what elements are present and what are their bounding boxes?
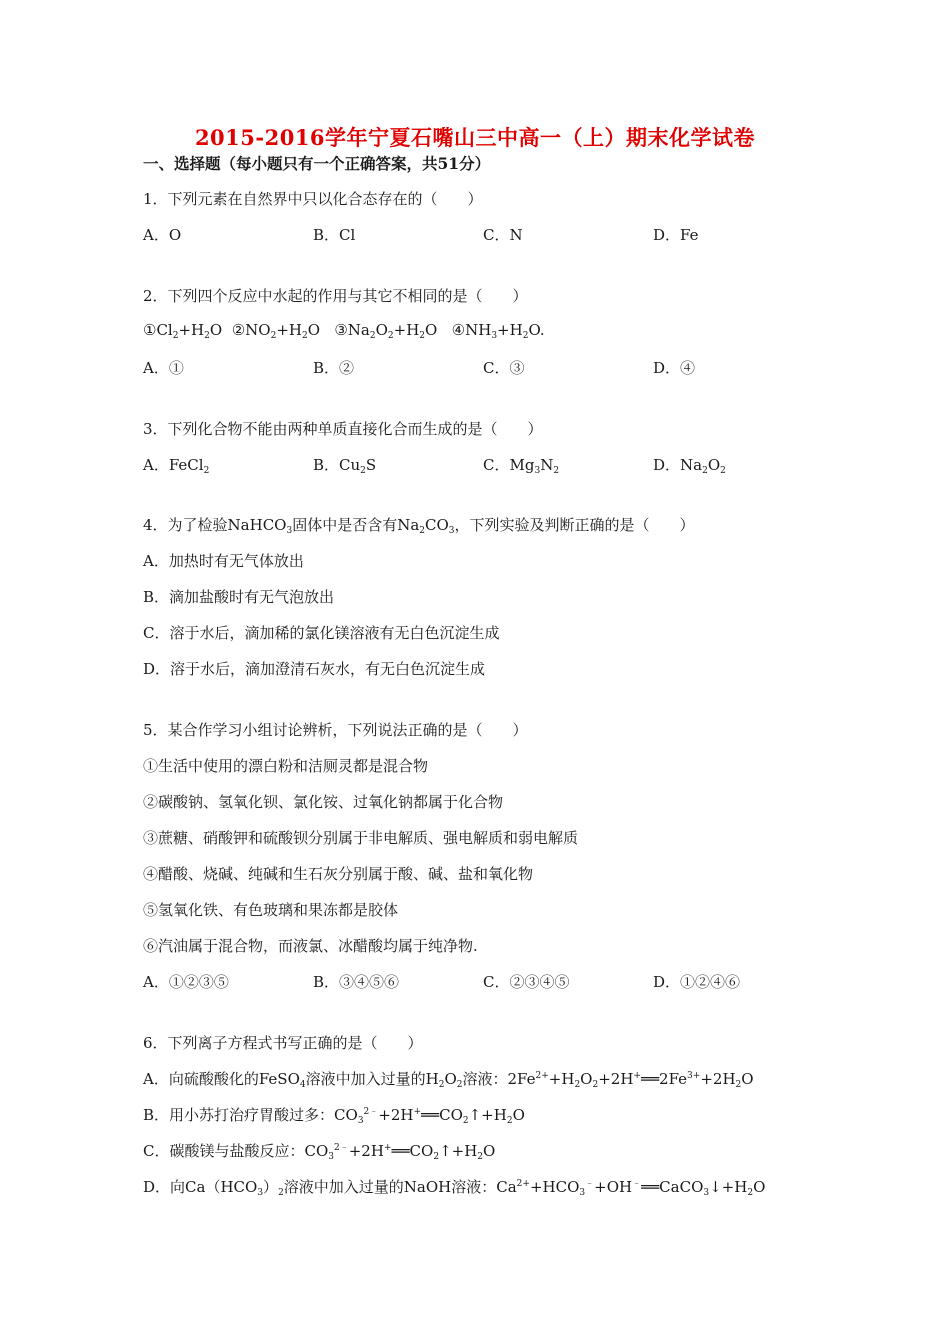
q5-statement-6: ⑥汽油属于混合物，而液氯、冰醋酸均属于纯净物. xyxy=(143,937,478,955)
q2-option-d: D．④ xyxy=(653,359,696,377)
q6-option-c: C．碳酸镁与盐酸反应：$CO_3^{2﹣}+2H^+══CO_2↑+H_2O$ xyxy=(143,1142,496,1162)
q5-statement-4: ④醋酸、烧碱、纯碱和生石灰分别属于酸、碱、盐和氧化物 xyxy=(143,865,534,883)
q2-option-b: B．② xyxy=(313,359,355,377)
q5-statement-5: ⑤氢氧化铁、有色玻璃和果冻都是胶体 xyxy=(143,901,399,919)
q2-reactions: $①Cl_2+H_2O$ $②NO_2+H_2O$ $③Na_2O_2+H_2O$ $④NH_3+H_2O$. xyxy=(143,321,545,341)
q6-option-a: A．向硫酸酸化的FeSO$_4$溶液中加入过量的$H_2O_2$溶液：$2Fe^{2+}+H_2O_2+2H^+══2Fe^{3+}+2H_2O$ xyxy=(143,1070,754,1090)
q5-option-a: A．①②③⑤ xyxy=(143,973,229,991)
q6-option-b: B．用小苏打治疗胃酸过多：$CO_3^{2﹣}+2H^+══CO_2↑+H_2O$ xyxy=(143,1106,525,1126)
q5-statement-2: ②碳酸钠、氢氧化钡、氯化铵、过氧化钠都属于化合物 xyxy=(143,793,504,811)
q1-option-b: B．Cl xyxy=(313,226,356,244)
question-3-stem: 3．下列化合物不能由两种单质直接化合而生成的是（ ） xyxy=(143,420,543,438)
q4-option-a: A．加热时有无气体放出 xyxy=(143,552,304,570)
q4-option-b: B．滴加盐酸时有无气泡放出 xyxy=(143,588,335,606)
q2-option-c: C．③ xyxy=(483,359,525,377)
question-1-stem: 1．下列元素在自然界中只以化合态存在的（ ） xyxy=(143,190,483,208)
question-6-stem: 6．下列离子方程式书写正确的是（ ） xyxy=(143,1034,423,1052)
q1-option-d: D．Fe xyxy=(653,226,699,244)
q3-option-c: C．$Mg_3N_2$ xyxy=(483,456,560,476)
exam-title: 2015-2016学年宁夏石嘴山三中高一（上）期末化学试卷 xyxy=(194,125,756,150)
q4-option-c: C．溶于水后，滴加稀的氯化镁溶液有无白色沉淀生成 xyxy=(143,624,500,642)
q2-option-a: A．① xyxy=(143,359,184,377)
q5-option-b: B．③④⑤⑥ xyxy=(313,973,400,991)
section-heading: 一、选择题（每小题只有一个正确答案，共51分） xyxy=(143,154,491,173)
q4-option-d: D．溶于水后，滴加澄清石灰水，有无白色沉淀生成 xyxy=(143,660,486,678)
q5-statement-1: ①生活中使用的漂白粉和洁厕灵都是混合物 xyxy=(143,757,429,775)
q5-option-d: D．①②④⑥ xyxy=(653,973,741,991)
q6-option-d: D．向$Ca(HCO_3)_2$溶液中加入过量的NaOH溶液：$Ca^{2+}+HCO_3^﹣+OH^﹣══CaCO_3↓+H_2O$ xyxy=(143,1178,766,1198)
q3-option-d: D．$Na_2O_2$ xyxy=(653,456,726,476)
q5-statement-3: ③蔗糖、硝酸钾和硫酸钡分别属于非电解质、强电解质和弱电解质 xyxy=(143,829,579,847)
q3-option-a: A．FeCl$_2$ xyxy=(143,456,210,476)
q1-option-c: C．N xyxy=(483,226,523,244)
question-4-stem: 4．为了检验NaHCO$_3$固体中是否含有$Na_2CO_3$，下列实验及判断正确的是（ ） xyxy=(143,516,695,536)
question-5-stem: 5．某合作学习小组讨论辨析，下列说法正确的是（ ） xyxy=(143,721,528,739)
q1-option-a: A．O xyxy=(143,226,182,244)
q5-option-c: C．②③④⑤ xyxy=(483,973,570,991)
q3-option-b: B．$Cu_2S$ xyxy=(313,456,377,476)
question-2-stem: 2．下列四个反应中水起的作用与其它不相同的是（ ） xyxy=(143,287,528,305)
